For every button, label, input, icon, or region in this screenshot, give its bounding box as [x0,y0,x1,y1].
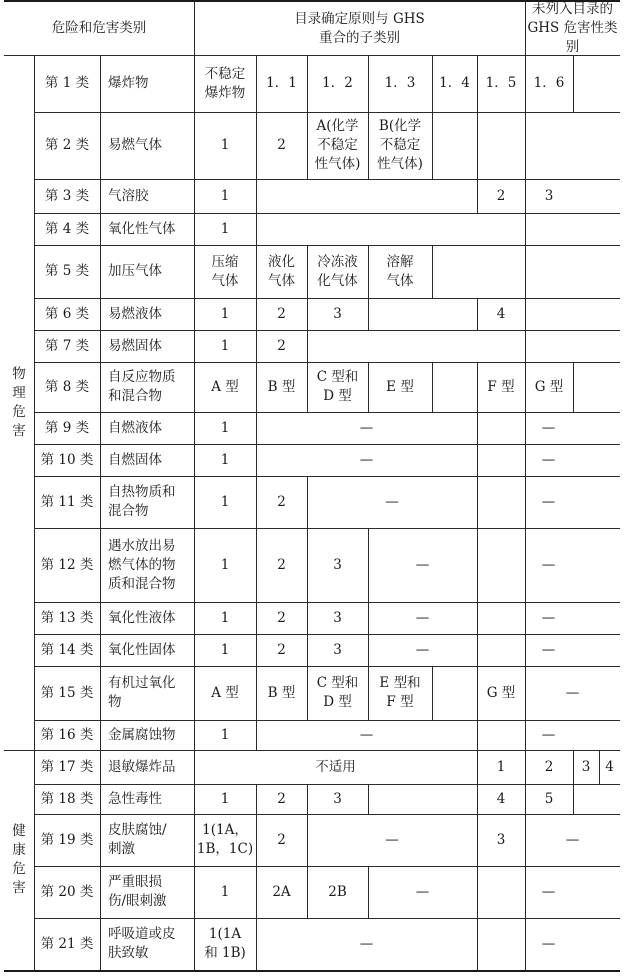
hazard-class-number: 第 9 类 [44,419,90,436]
subcategory-cell: 3 [333,790,342,807]
header-covered-subcategories: 目录确定原则与 GHS 重合的子类别 [294,10,425,46]
subcategory-cell: — [385,493,399,510]
column-divider [573,55,574,112]
hazard-class-name: 呼吸道或皮 肤致敏 [108,926,176,961]
subcategory-cell: 2 [277,493,286,510]
subcategory-cell: 压缩 气体 [211,253,239,289]
hazard-class-number: 第 19 类 [40,831,94,848]
hazard-class-number: 第 13 类 [40,609,94,626]
hazard-class-name: 有机过氧化 物 [108,675,176,710]
column-divider [256,330,257,362]
column-divider [432,112,433,179]
subcategory-cell: 1．4 [439,75,470,91]
header-hazard-category: 危险和危害类别 [51,20,147,36]
column-divider [256,245,257,298]
subcategory-cell: — [415,641,430,658]
subcategory-cell: 4 [496,305,506,322]
column-divider [307,476,308,528]
column-divider [432,666,433,720]
subcategory-cell: 1 [220,137,230,153]
column-divider [525,362,526,412]
column-divider [256,476,257,528]
subcategory-cell: 2 [277,831,286,848]
column-divider [256,602,257,634]
hazard-class-number: 第 2 类 [44,137,90,153]
hazard-class-number: 第 7 类 [44,337,90,354]
hazard-class-number: 第 5 类 [44,263,90,279]
subcategory-cell: 1 [220,220,230,237]
hazard-class-number: 第 21 类 [40,935,94,952]
hazard-class-number: 第 12 类 [40,556,94,573]
column-divider [307,112,308,179]
subcategory-cell: 1．1 [266,75,297,91]
column-divider [477,298,478,330]
subcategory-cell: E 型 [386,378,414,395]
hazard-class-number: 第 4 类 [44,220,90,237]
column-divider [525,330,526,362]
column-divider [477,412,478,444]
subcategory-cell: 2A [272,883,291,900]
hazard-class-number: 第 18 类 [40,790,94,807]
column-divider [477,444,478,476]
hazard-class-name: 急性毒性 [108,790,162,807]
column-divider [525,720,526,750]
subcategory-cell [573,55,620,112]
subcategory-cell: 1 [220,790,230,807]
header-not-covered-categories: 未列入目录的 GHS 危害性类别 [527,1,618,55]
group-physical-hazard: 物 理 危 害 [12,365,26,439]
subcategory-cell: 1 [220,419,230,436]
column-divider [477,634,478,666]
subcategory-cell: 2 [277,609,286,626]
hazard-class-number: 第 10 类 [40,451,94,468]
subcategory-cell: — [541,935,556,952]
subcategory-cell: 3 [333,641,342,658]
column-divider [525,602,526,634]
subcategory-cell: 1．3 [384,75,416,91]
subcategory-cell: — [541,609,556,626]
hazard-class-name: 退敏爆炸品 [108,758,176,775]
subcategory-cell: — [541,451,556,468]
subcategory-cell [573,784,620,814]
column-divider [368,362,369,412]
column-divider [256,112,257,179]
column-divider [432,362,433,412]
subcategory-cell: G 型 [486,684,516,701]
column-divider [477,750,478,784]
column-divider [307,55,308,112]
hazard-class-name: 自反应物质 和混合物 [108,369,176,404]
column-divider [256,444,257,476]
column-divider [477,784,478,814]
hazard-class-name: 自燃液体 [108,419,162,436]
column-divider [256,634,257,666]
subcategory-cell: E 型和 F 型 [379,675,421,710]
subcategory-cell: 1 [220,726,230,743]
subcategory-cell: 2 [277,790,286,807]
subcategory-cell [477,112,525,179]
subcategory-cell: — [415,609,430,626]
column-divider [525,179,526,213]
column-divider [368,298,369,330]
hazard-class-name: 气溶胶 [108,187,149,204]
hazard-class-name: 自热物质和 混合物 [108,484,176,519]
column-divider [573,784,574,814]
hazard-class-number: 第 6 类 [44,305,90,322]
subcategory-cell: — [385,831,399,848]
subcategory-cell [307,330,620,362]
column-divider [525,666,526,720]
column-divider [307,298,308,330]
hazard-class-name: 爆炸物 [108,75,149,91]
hazard-class-name: 易燃液体 [108,305,162,322]
subcategory-cell: 溶解 气体 [386,253,414,289]
hazard-class-number: 第 17 类 [40,758,94,775]
column-divider [525,918,526,970]
subcategory-cell: 5 [544,790,554,807]
subcategory-cell: 1 [220,641,230,658]
subcategory-cell: 1．5 [485,75,517,91]
column-divider [525,55,526,112]
subcategory-cell [256,213,620,245]
subcategory-cell: 3 [333,305,342,322]
subcategory-cell: 2B [328,883,347,900]
subcategory-cell: — [415,556,430,573]
subcategory-cell: 3 [544,187,554,204]
subcategory-cell [368,784,477,814]
subcategory-cell [432,362,477,412]
column-divider [432,245,433,298]
hazard-class-name: 易燃固体 [108,337,162,354]
subcategory-cell: 3 [581,758,591,775]
subcategory-cell: 不适用 [315,758,356,775]
subcategory-cell [432,112,477,179]
column-divider [256,362,257,412]
column-divider [477,55,478,112]
subcategory-cell: 2 [277,641,286,658]
subcategory-cell: — [359,451,374,468]
hazard-class-number: 第 16 类 [40,726,94,743]
column-divider [368,866,369,918]
column-divider [573,750,574,784]
column-divider [599,750,600,784]
column-divider [477,602,478,634]
hazard-class-number: 第 8 类 [44,378,90,395]
subcategory-cell [573,362,620,412]
subcategory-cell: 2 [544,758,554,775]
column-divider [256,814,257,866]
column-divider [307,528,308,602]
column-divider [307,602,308,634]
subcategory-cell: 3 [496,831,506,848]
hazard-class-name: 氧化性固体 [108,641,176,658]
column-divider [256,213,257,245]
column-divider [525,528,526,602]
column-divider [477,918,478,970]
column-divider [256,412,257,444]
subcategory-cell: 1 [220,305,230,322]
subcategory-cell: 1(1A 和 1B) [204,926,246,961]
subcategory-cell: G 型 [534,378,564,395]
column-divider [477,720,478,750]
hazard-class-name: 金属腐蚀物 [108,726,176,743]
column-divider [256,720,257,750]
subcategory-cell: C 型和 D 型 [316,369,359,404]
column-divider [256,666,257,720]
subcategory-cell: — [541,641,556,658]
column-divider [525,444,526,476]
hazard-class-number: 第 11 类 [40,493,94,510]
subcategory-cell: 3 [333,556,342,573]
column-divider [368,634,369,666]
subcategory-cell: 4 [605,758,614,775]
subcategory-cell: B 型 [267,378,296,395]
subcategory-cell: 1 [220,451,230,468]
subcategory-cell: 1．6 [533,75,565,91]
column-divider [477,112,478,179]
group-health-hazard: 健 康 危 害 [12,823,26,896]
subcategory-cell: 1 [220,609,230,626]
column-divider [477,814,478,866]
column-divider [525,298,526,330]
subcategory-cell: — [565,831,580,848]
column-divider [525,476,526,528]
subcategory-cell: 不稳定 爆炸物 [204,65,246,101]
subcategory-cell [432,245,620,298]
subcategory-cell: — [541,556,556,573]
column-divider [525,245,526,298]
subcategory-cell: — [359,419,374,436]
subcategory-cell: A(化学 不稳定 性气体) [314,118,361,172]
column-divider [256,784,257,814]
column-divider [573,362,574,412]
subcategory-cell: — [541,419,556,436]
subcategory-cell: — [359,935,374,952]
column-divider [368,528,369,602]
subcategory-cell: 1 [220,883,230,900]
subcategory-cell [432,666,477,720]
subcategory-cell: B(化学 不稳定 性气体) [377,118,423,172]
column-divider [525,784,526,814]
subcategory-cell [525,112,620,179]
subcategory-cell: A 型 [211,378,239,395]
column-divider [368,55,369,112]
column-divider [307,866,308,918]
subcategory-cell [368,298,477,330]
hazard-class-name: 严重眼损 伤/眼刺激 [108,874,167,909]
hazard-class-name: 自燃固体 [108,451,162,468]
subcategory-cell: 4 [496,790,506,807]
subcategory-cell: — [565,684,580,701]
subcategory-cell: B 型 [267,684,296,701]
column-divider [368,784,369,814]
hazard-class-name: 氧化性气体 [108,220,176,237]
hazard-class-name: 皮肤腐蚀/ 刺激 [108,822,167,857]
column-divider [525,412,526,444]
column-divider [477,528,478,602]
hazard-class-number: 第 20 类 [40,883,94,900]
column-divider [477,666,478,720]
subcategory-cell: 2 [277,337,286,354]
column-divider [477,476,478,528]
column-divider [256,298,257,330]
subcategory-cell: 液化 气体 [268,253,295,289]
hazard-class-number: 第 15 类 [40,684,94,701]
column-divider [307,245,308,298]
subcategory-cell: 1 [220,187,230,204]
subcategory-cell: — [541,883,556,900]
column-divider [307,666,308,720]
column-divider [307,814,308,866]
subcategory-cell: 2 [277,556,286,573]
column-divider [525,112,526,179]
subcategory-cell: 1 [220,556,230,573]
column-divider [256,179,257,213]
column-divider [525,2,526,55]
subcategory-cell [525,298,620,330]
column-divider [477,362,478,412]
column-divider [525,750,526,784]
subcategory-cell: 2 [496,187,506,204]
column-divider [256,918,257,970]
subcategory-cell: — [541,493,556,510]
column-divider [307,330,308,362]
subcategory-cell [256,179,477,213]
subcategory-cell: 1．2 [322,75,353,91]
subcategory-cell: F 型 [487,378,515,395]
column-divider [307,634,308,666]
hazard-class-name: 易燃气体 [108,137,162,153]
column-divider [307,784,308,814]
subcategory-cell: 1(1A， 1B，1C) [196,822,254,857]
subcategory-cell: 1 [220,493,230,510]
column-divider [307,362,308,412]
subcategory-cell: 冷冻液 化气体 [317,253,358,289]
subcategory-cell: A 型 [211,684,239,701]
column-divider [525,213,526,245]
hazard-class-name: 遇水放出易 燃气体的物 质和混合物 [108,537,176,592]
subcategory-cell: — [541,726,556,743]
table-bottom-rule [4,970,620,972]
column-divider [432,55,433,112]
column-divider [256,528,257,602]
column-divider [368,112,369,179]
column-divider [477,179,478,213]
hazard-class-name: 加压气体 [108,263,162,279]
column-divider [368,245,369,298]
subcategory-cell: C 型和 D 型 [316,675,359,710]
column-divider [477,866,478,918]
column-divider [256,55,257,112]
column-divider [525,814,526,866]
column-divider [525,634,526,666]
hazard-class-name: 氧化性液体 [108,609,176,626]
subcategory-cell: 1 [496,758,506,775]
column-divider [525,866,526,918]
subcategory-cell: 1 [220,337,230,354]
column-divider [368,666,369,720]
subcategory-cell: — [415,883,430,900]
subcategory-cell: 2 [277,137,286,153]
column-divider [256,866,257,918]
hazard-class-number: 第 3 类 [44,187,90,204]
subcategory-cell: 2 [277,305,286,322]
subcategory-cell: — [359,726,374,743]
column-divider [368,602,369,634]
hazard-class-number: 第 14 类 [40,641,94,658]
hazard-class-number: 第 1 类 [44,75,90,91]
subcategory-cell: 3 [333,609,342,626]
